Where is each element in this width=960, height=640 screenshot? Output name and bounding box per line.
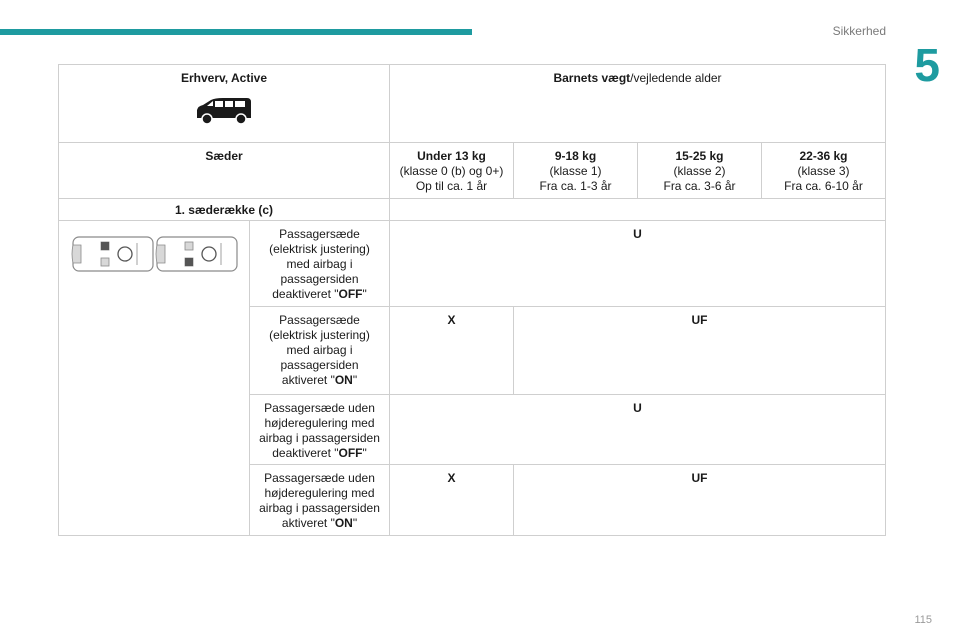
class-weight: 15-25 kg [675, 149, 724, 163]
seat-desc-line: Passagersæde [279, 227, 360, 241]
airbag-state: ON [334, 516, 353, 530]
seat-desc-line: Passagersæde [279, 313, 360, 327]
child-seat-table [58, 64, 886, 536]
section-title: Sikkerhed [832, 24, 886, 38]
class-cell [638, 143, 762, 199]
class-weight: Under 13 kg [417, 149, 486, 163]
seats-label: Sæder [205, 149, 243, 163]
seat-desc-line: højderegulering med [264, 486, 375, 500]
seat-desc-cell [250, 221, 390, 307]
suitability-value: U [633, 401, 642, 415]
suitability-cell [390, 465, 514, 535]
seat-desc-line: airbag i passagersiden [259, 501, 380, 515]
class-weight: 22-36 kg [799, 149, 848, 163]
seat-desc-cell [250, 307, 390, 395]
row-group-label: 1. sæderække (c) [174, 203, 274, 217]
chapter-number: 5 [914, 39, 940, 91]
class-name: (klasse 3) [797, 164, 850, 178]
seat-desc-line: (elektrisk justering) [269, 328, 370, 342]
quote-mark: " [362, 446, 367, 460]
seat-desc-line: airbag i passagersiden [259, 431, 380, 445]
class-name: (klasse 1) [549, 164, 602, 178]
seat-layout-icon [71, 233, 239, 275]
row-group-cell [59, 199, 390, 221]
suitability-value: UF [691, 313, 708, 327]
airbag-state: OFF [338, 287, 363, 301]
row-group-empty [390, 199, 885, 221]
page-number: 115 [914, 614, 932, 626]
class-name: (klasse 2) [673, 164, 726, 178]
suitability-cell [390, 395, 885, 465]
van-icon [193, 96, 255, 126]
seat-desc-line: med airbag i [286, 257, 353, 271]
quote-mark: " [352, 516, 358, 530]
suitability-value: U [633, 227, 642, 241]
class-weight: 9-18 kg [554, 149, 597, 163]
class-cell [762, 143, 885, 199]
class-name: (klasse 0 (b) og 0+) [399, 164, 504, 178]
seat-desc-line: aktiveret " [281, 373, 335, 387]
class-age: Fra ca. 1-3 år [539, 179, 612, 193]
seat-desc-cell [250, 465, 390, 535]
weight-header-rest: /vejledende alder [630, 71, 722, 85]
suitability-cell [514, 465, 885, 535]
seat-desc-line: aktiveret " [281, 516, 335, 530]
airbag-state: OFF [338, 446, 363, 460]
vehicle-label: Erhverv, Active [180, 71, 268, 85]
seat-desc-line: deaktiveret " [272, 446, 339, 460]
suitability-value: X [447, 313, 456, 327]
seat-desc-line: Passagersæde uden [264, 401, 375, 415]
weight-header-cell [390, 65, 885, 143]
seats-label-cell [59, 143, 390, 199]
class-age: Fra ca. 6-10 år [784, 179, 863, 193]
class-age: Fra ca. 3-6 år [663, 179, 736, 193]
class-age: Op til ca. 1 år [415, 179, 488, 193]
class-cell [514, 143, 638, 199]
suitability-value: UF [691, 471, 708, 485]
suitability-cell [514, 307, 885, 395]
seat-desc-line: Passagersæde uden [264, 471, 375, 485]
quote-mark: " [362, 287, 367, 301]
suitability-cell [390, 221, 885, 307]
suitability-cell [390, 307, 514, 395]
seat-desc-cell [250, 395, 390, 465]
vehicle-header-cell [59, 65, 390, 143]
weight-header-bold: Barnets vægt [553, 71, 631, 85]
quote-mark: " [352, 373, 358, 387]
seat-desc-line: passagersiden [280, 358, 359, 372]
seat-desc-line: passagersiden [280, 272, 359, 286]
airbag-state: ON [334, 373, 353, 387]
suitability-value: X [447, 471, 456, 485]
class-cell [390, 143, 514, 199]
seat-desc-line: (elektrisk justering) [269, 242, 370, 256]
seat-desc-line: med airbag i [286, 343, 353, 357]
seat-diagram-cell [59, 221, 250, 535]
header-accent-bar [0, 29, 472, 35]
seat-desc-line: deaktiveret " [272, 287, 339, 301]
seat-desc-line: højderegulering med [264, 416, 375, 430]
